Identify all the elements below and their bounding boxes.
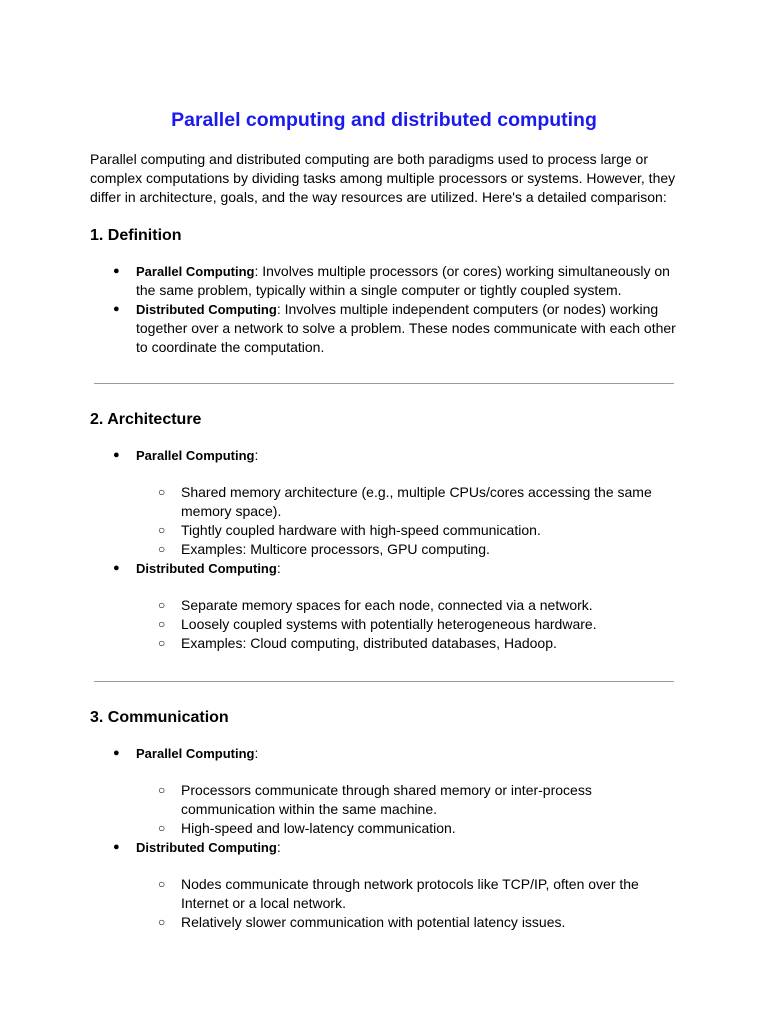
sub-bullet-icon: ○ <box>158 542 166 556</box>
list-item <box>0 300 681 357</box>
item-colon: : <box>254 745 259 761</box>
sub-item-text: High-speed and low-latency communication. <box>181 820 456 836</box>
sub-item-text: Separate memory spaces for each node, connected via a network. <box>181 597 593 613</box>
sub-list-item <box>0 483 661 521</box>
item-label: Distributed Computing <box>136 561 277 576</box>
item-text: : Involves multiple processors (or cores) working simultaneously on the same problem, typically within a single computer or tightly coupled system. <box>136 263 670 298</box>
list-item <box>0 838 681 857</box>
sub-item-text: Examples: Cloud computing, distributed databases, Hadoop. <box>181 635 557 651</box>
item-label: Parallel Computing <box>136 746 255 761</box>
sub-list-item <box>0 521 661 540</box>
item-colon: : <box>254 447 259 463</box>
list-item <box>0 559 681 578</box>
bullet-icon: ● <box>113 562 120 574</box>
bullet-icon: ● <box>113 747 120 759</box>
list-item <box>0 262 681 300</box>
sub-list-item <box>0 596 661 615</box>
sub-bullet-icon: ○ <box>158 598 166 612</box>
horizontal-divider <box>94 681 674 682</box>
sub-list-item <box>0 634 661 653</box>
sub-bullet-icon: ○ <box>158 617 166 631</box>
communication-list <box>0 744 768 932</box>
item-label: Parallel Computing <box>136 448 255 463</box>
sub-list-item <box>0 875 661 913</box>
list-item <box>0 446 681 465</box>
sub-bullet-icon: ○ <box>158 485 166 499</box>
sub-bullet-icon: ○ <box>158 523 166 537</box>
list-item <box>0 744 681 763</box>
sub-item-text: Shared memory architecture (e.g., multiple CPUs/cores accessing the same memory space). <box>181 484 652 519</box>
architecture-list <box>0 446 768 653</box>
sub-bullet-icon: ○ <box>158 915 166 929</box>
sub-item-text: Processors communicate through shared memory or inter-process communication within the same machine. <box>181 782 592 817</box>
sub-item-text: Tightly coupled hardware with high-speed communication. <box>181 522 541 538</box>
sub-list-item <box>0 781 661 819</box>
intro-paragraph: Parallel computing and distributed computing are both paradigms used to process large or complex computations by dividing tasks among multiple processors or systems. However, they differ in architecture, goals, and the way resources are utilized. Here's a detailed comparison: <box>90 151 676 205</box>
sub-bullet-icon: ○ <box>158 821 166 835</box>
sub-item-text: Nodes communicate through network protocols like TCP/IP, often over the Internet or a local network. <box>181 876 639 911</box>
item-label: Distributed Computing <box>136 840 277 855</box>
bullet-icon: ● <box>113 265 120 277</box>
sub-item-text: Loosely coupled systems with potentially heterogeneous hardware. <box>181 616 597 632</box>
item-label: Parallel Computing <box>136 264 255 279</box>
definition-list <box>0 262 768 357</box>
sub-list-item <box>0 819 661 838</box>
section-heading-architecture: 2. Architecture <box>90 411 202 428</box>
item-colon: : <box>276 839 281 855</box>
bullet-icon: ● <box>113 841 120 853</box>
section-heading-definition: 1. Definition <box>90 227 182 244</box>
bullet-icon: ● <box>113 449 120 461</box>
sub-list-item <box>0 615 661 634</box>
item-text: : Involves multiple independent computers (or nodes) working together over a network to solve a problem. These nodes communicate with each other to coordinate the computation. <box>136 301 676 355</box>
page-title: Parallel computing and distributed computing <box>171 109 597 131</box>
horizontal-divider <box>94 383 674 384</box>
sub-bullet-icon: ○ <box>158 636 166 650</box>
sub-list-item <box>0 913 661 932</box>
sub-item-text: Relatively slower communication with potential latency issues. <box>181 914 566 930</box>
sub-item-text: Examples: Multicore processors, GPU computing. <box>181 541 490 557</box>
bullet-icon: ● <box>113 303 120 315</box>
item-label: Distributed Computing <box>136 302 277 317</box>
sub-list-item <box>0 540 661 559</box>
sub-bullet-icon: ○ <box>158 877 166 891</box>
sub-bullet-icon: ○ <box>158 783 166 797</box>
item-colon: : <box>276 560 281 576</box>
section-heading-communication: 3. Communication <box>90 709 229 726</box>
